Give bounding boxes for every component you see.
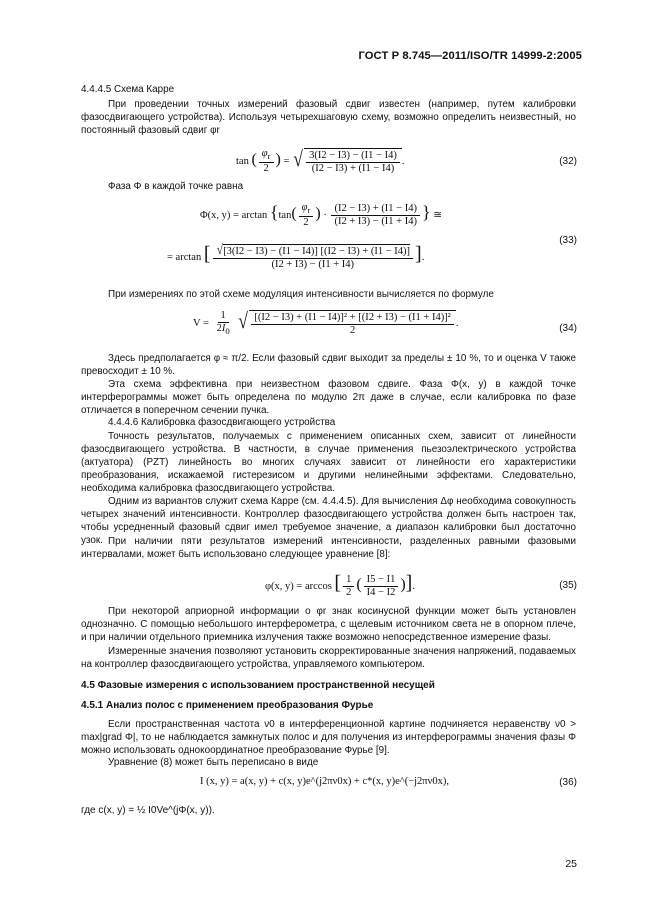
- section-heading-451: 4.5.1 Анализ полос с применением преобразования Фурье: [81, 700, 374, 711]
- eq33b-lhs: = arctan: [167, 252, 202, 263]
- eq32-lhs: tan: [236, 155, 249, 167]
- equation-33a: Φ(x, y) = arctan {tan( $\frac{\varphi_r}{2}$ ) · $\frac{(I2 - I3) + (I1 - I4)}{(I2 + I3) - (I1 + I4)}$ } ≅: [200, 202, 443, 229]
- section-heading-4445: 4.4.4.5 Схема Карре: [81, 84, 175, 95]
- paragraph-carre-variant: Одним из вариантов служит схема Карре (см. 4.4.4.5). Для вычисления Δφ необходима совокупность четырех значений интенсивности. Контроллер фазосдвигающего устройства должен быть настроен так, чтобы усредненный фазовый сдвиг имел требуемое значение, а диапазон калибровки был достаточно узок.: [81, 496, 576, 547]
- paragraph-modulation: При измерениях по этой схеме модуляция интенсивности вычисляется по формуле: [108, 289, 494, 300]
- eq32-denominator: (I2 − I3) + (I1 − I4): [311, 163, 395, 175]
- eq36-number: (36): [559, 777, 577, 788]
- paragraph-measured-values: Измеренные значения позволяют установить скорректированные значения напряжений, подаваемых на контроллер фазосдвигающего устройства, управляемого компьютером.: [81, 646, 576, 671]
- paragraph-assumption: Здесь предполагается φ ≈ π/2. Если фазовый сдвиг выходит за пределы ± 10 %, то и оценка V также превосходит ± 10 %.: [81, 353, 576, 378]
- eq32-number: (32): [559, 156, 577, 167]
- paragraph-five-results: При наличии пяти результатов измерений интенсивности, разделенных равными фазовыми интервалами, может быть использовано следующее уравнение [8]:: [81, 536, 576, 561]
- equation-34: V = $\frac{1}{2I_0}$ √ $\frac{\text{[(I2 − I3) + (I1 − I4)]² + [(I2 + I3) − (I1 + I4)]²}}{2}$ .: [193, 308, 459, 337]
- page-number: 25: [565, 858, 577, 870]
- eq35-lhs: φ(x, y) = arccos: [265, 581, 332, 592]
- eq34-number: (34): [559, 323, 577, 334]
- where-clause: где c(x, y) = ½ I0Ve^(jΦ(x, y)).: [81, 805, 215, 816]
- equation-32: tan ( $\frac{\varphi_r}{2}$ ) = √ $\frac{3(I2 - I3) - (I1 - I4)}{(I2 - I3) + (I1 - I4)}$ .: [236, 146, 405, 175]
- eq33a-lhs: Φ(x, y) = arctan: [200, 210, 268, 221]
- paragraph-phase-each-point: Фаза Φ в каждой точке равна: [108, 181, 244, 192]
- equation-35: φ(x, y) = arccos [ $\frac{1}{2}$ ( $\frac{I5 - I1}{I4 - I2}$ )].: [265, 572, 415, 599]
- eq34-lhs: V =: [193, 317, 209, 329]
- section-heading-4446: 4.4.4.6 Калибровка фазосдвигающего устройства: [108, 417, 336, 428]
- paragraph-apriori: При некоторой априорной информации о φr знак косинусной функции может быть установлен однозначно. С помощью небольшого интерферометра, с щелевым источником света не в опорном плече, и при наличии отдельного приемника излучения также возможно непосредственное измерение фазы.: [81, 606, 576, 644]
- paragraph-spatial-frequency: Если пространственная частота ν0 в интерференционной картине подчиняется неравенству ν0 > max|grad Φ|, то не наблюдается замкнутых полос и для получения из интерферограммы значения фазы Φ можно использовать однокоординатное преобразование Фурье [9].: [81, 719, 576, 757]
- eq35-denominator: I4 − I2: [366, 587, 396, 599]
- section-heading-45: 4.5 Фазовые измерения с использованием пространственной несущей: [81, 680, 435, 691]
- eq33a-numerator: (I2 − I3) + (I1 − I4): [331, 203, 420, 216]
- paragraph-accuracy: Точность результатов, получаемых с применением описанных схем, зависит от линейности фазосдвигающего устройства. В частности, в случае применения пьезоэлектрического устройства (актуатора) (PZT) линейность во многих случаях зависит от линейности его характеристики преобразования, искажаемой гистерезисом и другими нелинейными эффектами. Следовательно, необходима калибровка фазосдвигающего устройства.: [81, 431, 576, 495]
- paragraph-equation8: Уравнение (8) может быть переписано в виде: [108, 757, 319, 768]
- equation-36: I (x, y) = a(x, y) + c(x, y)e^(j2πν0x) + c*(x, y)e^(−j2πν0x),: [200, 776, 449, 787]
- eq33a-denominator: (I2 + I3) − (I1 + I4): [334, 216, 417, 228]
- equation-33b: = arctan [ √ [3(I2 − I3) − (I1 − I4)] [(I2 − I3) + (I1 − I4)] (I2 + I3) − (I1 + I4) ].: [167, 243, 425, 271]
- eq33b-denominator: (I2 + I3) − (I1 + I4): [271, 259, 355, 271]
- eq35-numerator: I5 − I1: [364, 574, 399, 587]
- eq33b-numerator: [3(I2 − I3) − (I1 − I4)] [(I2 − I3) + (I1 − I4)]: [223, 246, 411, 258]
- eq34-denominator: 2: [350, 325, 356, 337]
- standard-header: ГОСТ Р 8.745—2011/ISO/TR 14999-2:2005: [358, 50, 582, 62]
- eq33-number: (33): [559, 235, 577, 246]
- eq35-number: (35): [559, 580, 577, 591]
- eq34-numerator: [(I2 − I3) + (I1 − I4)]² + [(I2 + I3) − (I1 + I4)]²: [251, 312, 453, 325]
- paragraph-carre-effective: Эта схема эффективна при неизвестном фазовом сдвиге. Фаза Φ(x, y) в каждой точке интерферограммы может быть определена по модулю 2π даже в случае, если калибровка по фазе отличается в поперечном сечении пучка.: [81, 379, 576, 417]
- eq32-numerator: 3(I2 − I3) − (I1 − I4): [306, 150, 400, 163]
- paragraph-carre-intro: При проведении точных измерений фазовый сдвиг известен (например, путем калибровки фазосдвигающего устройства). Используя четырехшаговую схему, возможно определить неизвестный, но постоянный фазовый сдвиг φr: [81, 99, 576, 137]
